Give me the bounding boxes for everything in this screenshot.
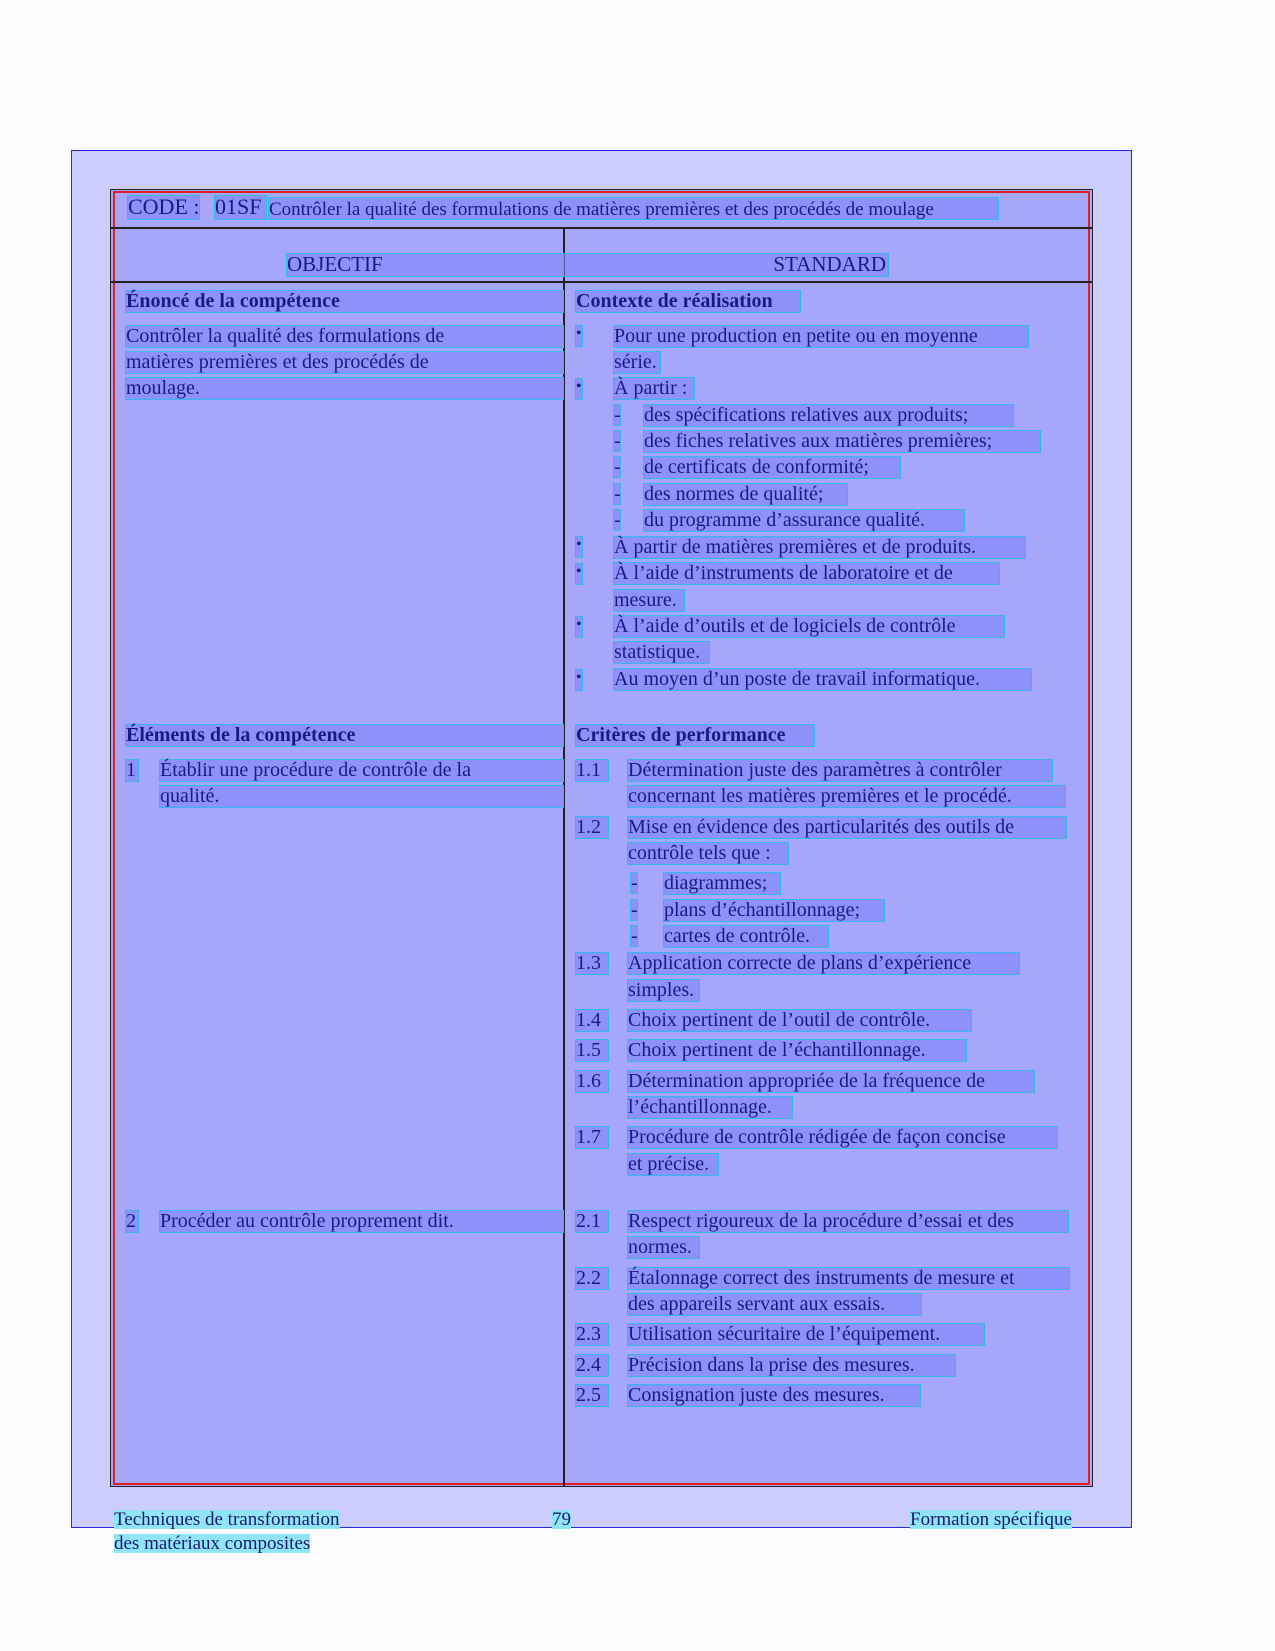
criterion-text: simples.: [627, 979, 700, 1002]
criterion-text: Mise en évidence des particularités des outils de: [627, 816, 1067, 839]
criterion-text: Détermination appropriée de la fréquence de: [627, 1070, 1035, 1093]
criterion-number: 2.5: [575, 1384, 609, 1407]
element-text: Procéder au contrôle proprement dit.: [159, 1210, 564, 1233]
code-label: CODE :: [128, 194, 200, 219]
contexte-heading: Contexte de réalisation: [575, 290, 801, 313]
column-header-objectif: [286, 253, 564, 277]
context-item: À partir de matières premières et de produits.: [613, 536, 1026, 559]
criterion-text: l’échantillonnage.: [627, 1096, 793, 1119]
criterion-number: 1.7: [575, 1126, 609, 1149]
context-subitem: de certificats de conformité;: [643, 456, 901, 479]
context-item: mesure.: [613, 589, 685, 612]
element-text: Établir une procédure de contrôle de la: [159, 759, 564, 782]
tool-item: plans d’échantillonnage;: [663, 899, 885, 922]
competence-line: matières premières et des procédés de: [125, 351, 564, 374]
criterion-number: 2.1: [575, 1210, 609, 1233]
column-header-divider: [110, 281, 1093, 283]
code-value: 01SF: [214, 195, 267, 220]
element-number: 2: [125, 1210, 139, 1233]
column-header-objectif-label: OBJECTIF: [287, 252, 383, 276]
context-item: série.: [613, 351, 661, 374]
context-item: À l’aide d’instruments de laboratoire et de: [613, 562, 1000, 585]
context-subitem: du programme d’assurance qualité.: [643, 509, 965, 532]
criterion-text: Utilisation sécuritaire de l’équipement.: [627, 1323, 985, 1346]
criterion-text: Précision dans la prise des mesures.: [627, 1354, 956, 1377]
context-item: Au moyen d’un poste de travail informatique.: [613, 668, 1032, 691]
footer-page-number: 79: [552, 1509, 571, 1530]
dash-icon: -: [631, 899, 638, 921]
footer-section: Formation spécifique: [910, 1509, 1072, 1530]
dash-icon: -: [631, 872, 638, 894]
dash-icon: -: [631, 925, 638, 947]
criterion-number: 1.4: [575, 1009, 609, 1032]
context-subitem: des fiches relatives aux matières premières;: [643, 430, 1041, 453]
criterion-text: Choix pertinent de l’échantillonnage.: [627, 1039, 967, 1062]
dash-icon: -: [614, 483, 621, 505]
dash-icon: -: [614, 430, 621, 452]
criterion-number: 1.6: [575, 1070, 609, 1093]
criterion-number: 1.3: [575, 952, 609, 975]
bullet-icon: •: [575, 669, 583, 691]
context-item: Pour une production en petite ou en moyenne: [613, 325, 1029, 348]
bullet-icon: •: [575, 325, 583, 347]
criterion-text: concernant les matières premières et le procédé.: [627, 785, 1066, 808]
criterion-text: Respect rigoureux de la procédure d’essai et des: [627, 1210, 1069, 1233]
tool-item: diagrammes;: [663, 872, 781, 895]
footer-program-line2: des matériaux composites: [114, 1533, 311, 1554]
competence-line: moulage.: [125, 377, 564, 400]
criterion-text: Détermination juste des paramètres à contrôler: [627, 759, 1053, 782]
criterion-number: 2.4: [575, 1354, 609, 1377]
criterion-number: 2.3: [575, 1323, 609, 1346]
enonce-heading: Énoncé de la compétence: [125, 290, 564, 313]
footer-program-line1: Techniques de transformation: [114, 1509, 340, 1530]
element-text: qualité.: [159, 785, 564, 808]
elements-heading: Éléments de la compétence: [125, 724, 564, 747]
criterion-number: 2.2: [575, 1267, 609, 1290]
criterion-text: Étalonnage correct des instruments de mesure et: [627, 1267, 1070, 1290]
element-number: 1: [125, 759, 139, 782]
criterion-number: 1.2: [575, 816, 609, 839]
competence-line: Contrôler la qualité des formulations de: [125, 325, 564, 348]
dash-icon: -: [614, 509, 621, 531]
criterion-text: normes.: [627, 1236, 700, 1259]
criterion-text: Procédure de contrôle rédigée de façon concise: [627, 1126, 1058, 1149]
criterion-text: Consignation juste des mesures.: [627, 1384, 921, 1407]
criterion-text: et précise.: [627, 1153, 719, 1176]
bullet-icon: •: [575, 378, 583, 400]
header-divider: [110, 227, 1093, 229]
bullet-icon: •: [575, 536, 583, 558]
criterion-text: contrôle tels que :: [627, 842, 789, 865]
competence-title: Contrôler la qualité des formulations de matières premières et des procédés de moulage: [268, 197, 999, 220]
bullet-icon: •: [575, 563, 583, 585]
column-header-standard: [563, 253, 889, 277]
bullet-icon: •: [575, 616, 583, 638]
criterion-number: 1.1: [575, 759, 609, 782]
criterion-text: des appareils servant aux essais.: [627, 1293, 922, 1316]
context-subitem: des spécifications relatives aux produits;: [643, 404, 1014, 427]
tool-item: cartes de contrôle.: [663, 925, 829, 948]
context-item: À l’aide d’outils et de logiciels de contrôle: [613, 615, 1005, 638]
dash-icon: -: [614, 456, 621, 478]
dash-icon: -: [614, 404, 621, 426]
context-item: statistique.: [613, 641, 710, 664]
criterion-text: Application correcte de plans d’expérience: [627, 952, 1020, 975]
context-subitem: des normes de qualité;: [643, 483, 848, 506]
column-header-standard-label: STANDARD: [773, 252, 886, 276]
context-item: À partir :: [613, 377, 695, 400]
criterion-text: Choix pertinent de l’outil de contrôle.: [627, 1009, 972, 1032]
column-divider: [563, 227, 565, 1487]
criterion-number: 1.5: [575, 1039, 609, 1062]
criteres-heading: Critères de performance: [575, 724, 815, 747]
